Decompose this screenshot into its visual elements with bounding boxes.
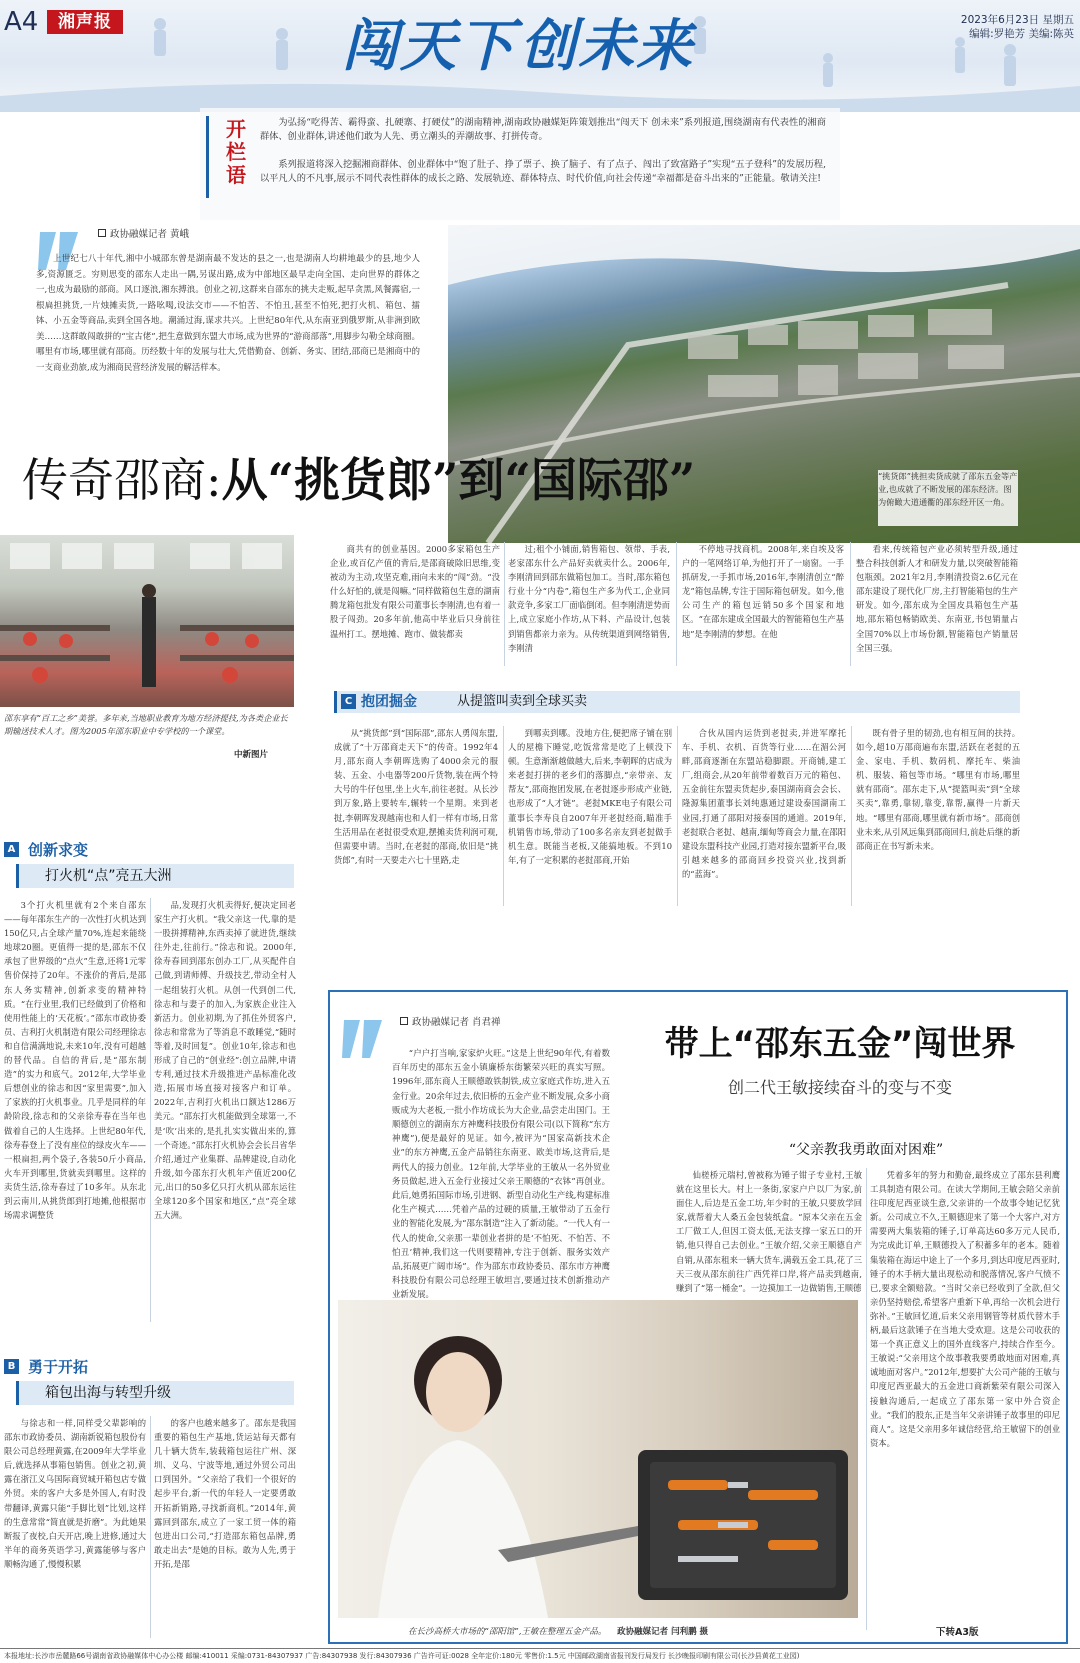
article-col-3: 不停地寻找商机。2008年,来自埃及客户的一笔网络订单,为他打开了一扇窗。一手抓研发,一手抓市场,2016年,李刚清创立“醉龙”箱包品牌,专注于国际箱包研发。如今,他公司生产的箱包远销50多个国家和地区。“在邵东建成全国最大的智能箱包生产基地”是李刚清的梦想。在他 xyxy=(682,544,844,639)
feature-col-2: 凭着多年的努力和勤奋,最终成立了邵东县利鹰工具制造有限公司。在读大学期间,王敏会陪父亲前往印度尼西亚谈生意,父亲讲的一个故事令她记忆犹新。公司成立不久,王顺德迎来了第一个大客户,对方需要两大集装箱的锤子,订单高达60多万元人民币,为完成此订单,王顺德投入了积蓄多年的老本。随着集装箱在海运中途上了一个多月,到达印度尼西亚时,锤子的木手柄大量出现松动和脱落情况,客户气愤不已,要求全额赔款。“当时父亲已经收到了全款,但父亲仍坚持赔偿,希望客户重新下单,再给一次机会进行弥补。”王敏回忆道,后来父亲用钢管等材质代替木手柄,最后这款锤子在当地大受欢迎。这是公司收获的第一个真正意义上的国外直线客户,持续合作至今。王敏说:“父亲用这个故事教我要勇敢地面对困难,真诚地面对客户。”2012年,想要扩大公司产能的王敏与印度尼西亚最大的五金进口商新紫荣有限公司深入接触沟通后,一起成立了邵东第一家中外合资企业。“我们的股东,正是当年父亲讲锤子故事里的印尼商人”。这是父亲用多年诚信经营,给王敏留下的创业资本。 xyxy=(870,1170,1060,1448)
section-c-title: 抱团掘金 xyxy=(361,694,417,710)
column-rule xyxy=(150,1416,151,1638)
byline xyxy=(98,226,189,240)
sec-c-col-2: 到哪卖到哪。没地方住,便把席子铺在别人的屋檐下睡觉,吃饭常常是吃了上顿没下顿。生意渐渐越做越大,后来,李朝晖的店成为来老挝打拼的老乡们的落脚点,“亲带亲、友帮友”,邵商抱团发展,在老挝逐步形成产业链,也形成了“人才链”。老挝MKE电子有限公司董事长李寿良自2007年开老挝经商,瞄准手机销售市场,带动了100多名亲友到老挝做手机生意。既能当老板,又能搞地板。不到10年,有了一定积累的老挝邵商,开始 xyxy=(508,728,672,865)
byline-text: 政协融媒记者 黄峨 xyxy=(110,229,190,240)
column-rule xyxy=(866,1168,867,1630)
feature-quote-head: “父亲教我勇敢面对困难” xyxy=(788,1142,944,1158)
section-b-badge: B xyxy=(4,1359,19,1374)
headline-part-b: 从“挑货郎”到“国际邵” xyxy=(221,453,696,507)
sec-b-col-1: 与徐志和一样,同样受父辈影响的邵东市政协委员、湖南新锐箱包股份有限公司总经理黄露,在2009年大学毕业后,就选择从事箱包销售。创业之初,黄露在浙江义乌国际商贸城开箱包店专做外贸。来的客户大多是外国人,有时没带翻译,黄露只能“手脚比划”比划,这样的生意常常“简直就是折磨”。为此她果断报了夜校,白天开店,晚上进修,通过大半年的商务英语学习,黄露能够与客户顺畅沟通了,慢慢积累 xyxy=(4,1418,146,1569)
column-rule xyxy=(677,726,678,906)
feature-subtitle: 创二代王敏接续奋斗的变与不变 xyxy=(727,1078,952,1097)
column-rule xyxy=(851,726,852,906)
editorial-para-2: 系列报道将深入挖掘湘商群体、创业群体中“饱了肚子、挣了票子、换了脑子、有了点子、闯出了致富路子”实现“五子登科”的发展历程,以平凡人的不凡事,展示不同代表性群体的成长之路、发展轨迹、群体特点、时代价值,向社会传递“幸福都是奋斗出来的”正能量。敬请关注! xyxy=(260,159,826,184)
sec-a-col-1: 3个打火机里就有2个来自邵东——每年邵东生产的一次性打火机达到150亿只,占全球产量70%,连起来能绕地球20圈。更值得一提的是,邵东不仅承包了世界级的“点火”生意,还将1元零售价保持了20年。不涨价的背后,是邵东人务实精神,创新求变的精神特质。“在行业里,我们已经做到了价格和使用性能上的‘天花板’。”邵东市政协委员、吉利打火机制造有限公司经理徐志和自信满满地说,未来10年,没有可超越的替代品。自信的背后,是“邵东制造”的实力和底气。2012年,大学毕业后想创业的徐志和因“家里需要”,加入了家族的打火机事业。几乎是同样的年龄阶段,徐志和的父亲徐寿春在当年也做着自己的人生选择。上世纪80年代,徐寿春登上了没有座位的绿皮火车——一根扁担,两个袋子,各装50斤小商品,火车开到哪里,货就卖到哪里。这样的卖货生活,徐寿春过了10多年。从东北到云南川,从挑货郎到打地摊,他根据市场需求调整货 xyxy=(4,900,146,1221)
column-rule xyxy=(504,542,505,666)
sec-a-col-2: 品,发现打火机卖得好,便决定回老家生产打火机。“我父亲这一代,靠的是一股拼搏精神,东西卖掉了就进货,继续往外走,往前行。”徐志和说。2000年,徐寿春回到邵东创办工厂,从买配件自己做,到请师傅、升级技艺,带动全村人一起组装打火机。从创一代到创二代,徐志和与妻子的加入,为家族企业注入新活力。创业初期,为了抓住外贸客户,徐志和常常为了等消息不敢睡觉,“随时等着,及时回复”。创业10年,徐志和也形成了自己的“创业经”:创立品牌,申请专利,通过技术升级推进产品标准化改造,拓展市场直接对接客户和订单。2022年,吉利打火机出口额达1286万美元。“邵东打火机能做到全球第一,不是‘吹’出来的,是扎扎实实做出来的,算一个奇迹。”邵东打火机协会会长吕省华介绍,通过产业集群、品牌建设,自动化升级,如今邵东打火机年产值近200亿元,出口的50多亿只打火机从邵东运往全球120多个国家和地区,“点”亮全球五大洲。 xyxy=(154,900,296,1221)
section-c-header xyxy=(334,691,1020,713)
quote-icon xyxy=(340,1014,386,1060)
feature-photo-caption-text: 在长沙高桥大市场的“邵阳馆”,王敏在整理五金产品。 xyxy=(408,1627,607,1637)
article-col-4: 看来,传统箱包产业必须转型升级,通过整合科技创新人才和研发力量,以突破智能箱包瓶颈。2021年2月,李刚清投资2.6亿元在邵东建设了现代化厂房,主打智能箱包的生产研发。如今,邵东成为全国皮具箱包生产基地,邵东箱包畅销欧美、东南亚,书包销量占全国70%以上市场份额,智能箱包产销量居全国三强。 xyxy=(856,544,1018,653)
editorial-accent-bar xyxy=(206,116,209,198)
section-a-subtitle: 打火机“点”亮五大洲 xyxy=(45,868,172,884)
editorial-label: 开栏语 xyxy=(226,117,246,187)
editorial-para-1: 为弘扬“吃得苦、霸得蛮、扎硬寨、打硬仗”的湖南精神,湖南政协融媒矩阵策划推出“闯天下 创未来”系列报道,围绕湖南有代表性的湘商群体、创业群体,讲述他们敢为人先、勇立潮头的弄潮故事、打拼传奇。 xyxy=(260,117,826,142)
column-rule xyxy=(676,542,677,666)
masthead-banner xyxy=(0,0,1080,112)
sec-c-col-4: 既有骨子里的韧劲,也有相互间的扶持。如今,超10万邵商遍布东盟,活跃在老挝的五金、家电、手机、数码机、摩托车、柴油机、服装、箱包等市场。“哪里有市场,哪里就有邵商”。邵东走下,从“提篮叫卖”到“全球买卖”,靠勇,靠韧,靠变,靠帮,赢得一片新天地。“哪里有邵商,哪里就有新市场”。邵商创业未来,从引风远集到邵商回归,前赴后继的新邵商正在书写新未来。 xyxy=(856,728,1020,851)
lead-paragraph: 上世纪七八十年代,湘中小城邵东曾是湖南最不发达的县之一,也是湖南人均耕地最少的县,地少人多,资源匮乏。穷则思变的邵东人走出一隅,另谋出路,成为中部地区最早走向全国、走向世界的群体之一,也成为最励的部商。风口逐浪,湘东搏浪。创业之初,这群来自邵东的挑夫走贩,起早贪黑,风餐露宿,一根扁担挑货,一片烛摊卖货,一路吆喝,设法交市——不怕苦、不怕丑,甚至不怕死,把打火机、箱包、擂钵、小五金等商品,卖到全国各地。潮涌过海,谋求共兴。上世纪80年代,从东南亚到俄罗斯,从非洲到欧美……这群敢闯敢拼的“宝古佬”,把生意做到东盟大市场,成为世界的“游商部落”,用脚步勾勒全球商圈。哪里有市场,哪里就有邵商。历经数十年的发展与壮大,凭借勤奋、创新、务实、团结,邵商已是湘商中的一支商业劲旅,成为湘商民营经济发展的解活样本。 xyxy=(36,254,420,373)
classroom-photo xyxy=(0,535,294,707)
sec-c-col-1: 从“挑货郎”到“国际邵”,邵东人勇闯东盟,成就了“十万邵商走天下”的传奇。1992年4月,邵东商人李朝晖选购了4000余元的服装、五金、小电器等200斤货物,装在两个特大号的牛仔包里,坐上火车,前往老挝。从长沙到万象,路上要转车,辗转一个星期。来到老挝,李朝晖发现越南也和人们一样有市场,日常生活用品在老挝很受欢迎,摆摊卖货利润可观,但需要申请。当时,在老挝的邵商,依旧是“挑货郎”,有时一天要走六七十里路,走 xyxy=(334,728,498,865)
column-rule xyxy=(150,898,151,1322)
feature-photo-woman-tools xyxy=(338,1300,858,1618)
feature-intro: “户户打当响,家家炉火旺。”这是上世纪90年代,有着数百年历史的邵东五金小镇廉桥东街繁荣兴旺的真实写照。1996年,邵东商人王顺德敢铁制铁,成立家庭式作坊,进入五金行业。20余年过去,依旧桥的五金产业不断发展,众多小商贩成为大老板,一批小作坊成长为大企业,品尝走出国门。王顺德创立的湖南东方神鹰科技股份有限公司(以下简称“东方神鹰”),便是最好的见证。如今,被评为“国家高新技术企业”的东方神鹰,五金产品销往东南亚、欧美市场,这背后,是两代人的接力创业。12年前,大学毕业的王敏从一名外贸业务员做起,进入五金行业接过父亲王顺德的“衣钵”再创业。此后,她勇拓国际市场,引进钢、新型自动化生产线,构建标准化生产模式……凭着产品的过硬的质量,王敏带动了五金行业的智能化发展,为“邵东制造”注入了新动能。“一代人有一代人的使命,父亲那一辈创业者拼的是‘不怕死、不怕苦、不怕丑’精神,我们这一代则要精神,专注于创新、服务实效产品,拓展更广阔市场”。作为邵东市政协委员、邵东市方神鹰科技股份有限公司总经理王敏坦言,要通过技术创新推动产业新发展。 xyxy=(392,1048,610,1300)
section-b-title: 勇于开拓 xyxy=(28,1358,89,1376)
article-col-2: 过;租个小铺面,销售箱包、领带、手表,老家邵东什么产品好卖就卖什么。2006年,李刚清回到邵东做箱包加工。当时,邵东箱包行业十分“内卷”,箱包生产多为代工,企业同款竞争,多家工厂面临倒闭。但李刚清逆势而上,成立家庭小作坊,从下料、产品设计,包装到销售都亲力亲为。从传统渠道到网络销售,李刚清 xyxy=(508,544,670,653)
continued-on-label: 下转A3版 xyxy=(936,1627,979,1638)
sec-c-col-3: 合伙从国内运货到老挝卖,并进军摩托车、手机、衣机、百货等行业……在湄公河畔,邵商逐渐在东盟站稳脚跟。开商铺,建工厂,组商会,从20年前带着数百万元的箱包、五金前往东盟卖货起步,泰国湖南商会会长、隆源集团董事长刘纯惠通过建设泰国湖南工业园,打通了邵阳对接泰国的通道。2019年,老挝联合老挝、越南,缅甸等商会力量,在邵阳建设东盟科技产业园,打造对接东盟新平台,吸引越来越多的邵商回乡投资兴业,找到新的“蓝海”。 xyxy=(682,728,846,879)
section-a-header xyxy=(4,840,294,892)
byline-box-icon xyxy=(400,1017,408,1025)
feature-photo-credit: 政协融媒记者 闫利鹏 摄 xyxy=(617,1627,709,1637)
footer-imprint: 本报地址:长沙市岳麓路66号湖南省政协融媒体中心办公楼 邮编:410011 采编:0731-84307937 广告:84307938 发行:84307936 广告许可证:0028 全年定价:180元 零售价:1.5元 中国邮政湖南省报刊发行局发行 长沙晚报印刷有限公司(长沙县黄花工业园) xyxy=(4,1652,800,1660)
column-rule xyxy=(850,542,851,666)
feature-title: 带上“邵东五金”闯世界 xyxy=(664,1024,1016,1064)
section-b-subtitle: 箱包出海与转型升级 xyxy=(45,1385,171,1401)
date-line: 2023年6月23日 星期五 xyxy=(960,14,1074,26)
section-a-badge: A xyxy=(4,842,19,857)
section-c-badge: C xyxy=(341,694,356,709)
column-rule xyxy=(503,726,504,906)
editorial-note xyxy=(200,108,840,220)
paper-name-badge: 湘声报 xyxy=(47,10,123,34)
classroom-caption: 邵东享有“百工之乡”美誉。多年来,当地职业教育为地方经济提技,为各类企业长期输送技术人才。图为2005年邵东职业中专学校的一个课堂。 xyxy=(4,713,288,736)
section-c-subtitle: 从提篮叫卖到全球买卖 xyxy=(457,694,588,709)
section-a-title: 创新求变 xyxy=(28,841,89,859)
classroom-credit: 中新图片 xyxy=(234,750,269,760)
article-col-1: 商共有的创业基因。2000多家箱包生产企业,或百亿产值的背后,是邵商破除旧思维,变被动为主动,攻坚克难,雨向未来的“闯”劲。“没什么好怕的,就是闯嘛。”同样做箱包生意的湖南腾龙箱包批发有限公司董事长李刚清,也有着一股子闯劲。20多年前,他高中毕业后只身前往温州打工。摆地摊、跑市、做装都卖 xyxy=(330,544,500,639)
city-photo-caption: “挑货郎”挑担卖货成就了邵东五金等产业,也成就了不断发展的邵东经济。图为俯瞰大道通衢的邵东经开区一角。 xyxy=(878,470,1018,526)
banner-title-left: 闯天下 xyxy=(342,13,516,79)
section-b-header xyxy=(4,1357,294,1409)
feature-byline-text: 政协融媒记者 肖君禅 xyxy=(412,1017,501,1028)
banner-title-right: 创未来 xyxy=(520,13,694,79)
page-number: A4 xyxy=(4,7,39,37)
feature-photo-caption xyxy=(408,1626,708,1638)
feature-byline xyxy=(400,1014,501,1028)
section-a-subtitle-bar xyxy=(16,864,294,888)
sec-b-col-2: 的客户也越来越多了。邵东是我国重要的箱包生产基地,货运站每天都有几十辆大货车,装载箱包运往广州、深圳、义乌、宁波等地,通过外贸公司出口到国外。“父亲给了我们一个很好的起步平台,新一代的年轻人一定要勇敢开拓新销路,寻找新商机。”2014年,黄露回到邵东,成立了一家工贸一体的箱包进出口公司,“打造邵东箱包品牌,勇敢走出去”是她的目标。敢为人先,勇于开拓,是邵 xyxy=(154,1418,296,1569)
headline-part-a: 传奇邵商: xyxy=(22,453,222,507)
editor-line: 编辑:罗艳芳 美编:陈英 xyxy=(969,28,1074,40)
footer-rule xyxy=(0,1648,1080,1649)
byline-box-icon xyxy=(98,229,106,237)
main-headline xyxy=(22,450,695,510)
feature-col-1: 仙槎桥元瑞村,曾被称为锤子钳子专业村,王敏就在这里长大。村上一条街,家家户户以厂为家,前面住人,后边是五金工坊,年少时的王敏,只要放学回家,就帮着大人桑五金包装纸盒。“原本父亲在五金工厂做工人,但因工资太低,无法支撑一家五口的开销,他只得自己去创业。”王敏介绍,父亲王顺德自产自销,从邵东租来一辆大货车,满载五金工具,花了三天三夜从邵东前往广西凭祥口岸,将产品卖到越南,赚到了“第一桶金”。一边摸加工一边做销售,王顺德 xyxy=(676,1170,862,1293)
section-b-subtitle-bar xyxy=(16,1381,294,1405)
